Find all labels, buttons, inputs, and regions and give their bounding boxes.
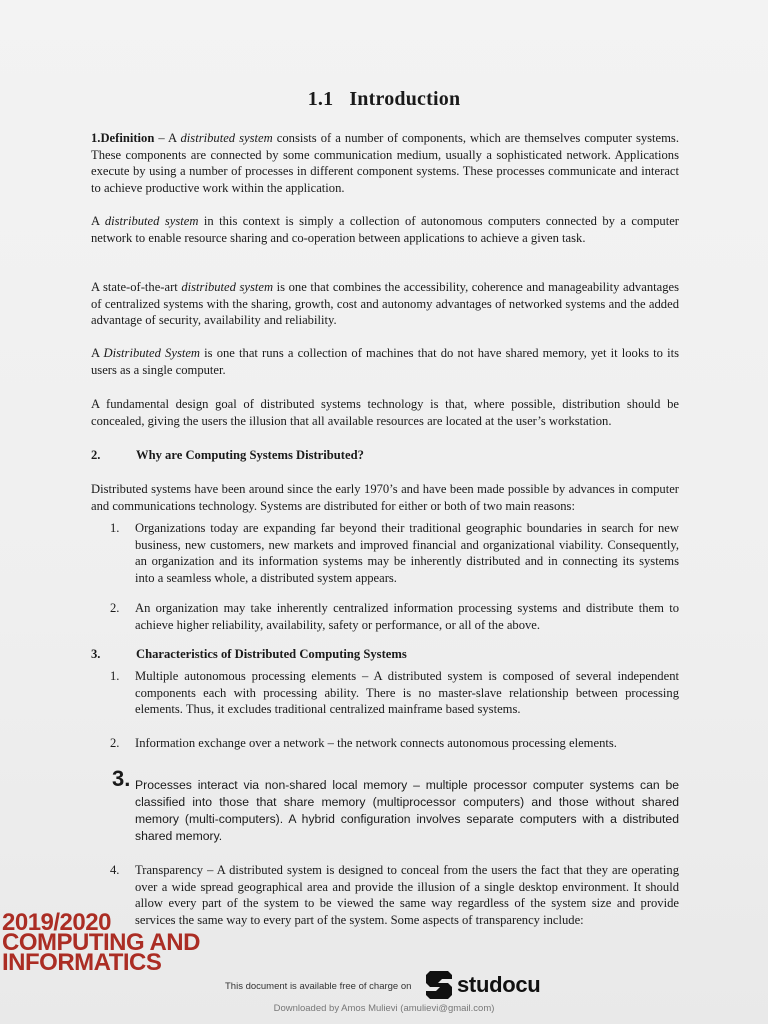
section-3-title: Characteristics of Distributed Computing Systems xyxy=(136,647,407,661)
section-2-heading xyxy=(91,447,364,464)
list-item xyxy=(110,668,679,718)
list-number: 2. xyxy=(110,736,120,750)
definition-paragraph xyxy=(91,130,679,196)
list-item xyxy=(110,600,679,633)
paragraph-4 xyxy=(91,345,679,378)
para3-pre: A state-of-the-art xyxy=(91,280,182,294)
section-2-number: 2. xyxy=(91,448,101,462)
para3-text: is one that combines the accessibility, coherence and manageability advantages of centralized systems with the sharing, growth, cost and autonomy advantages of networked systems and the added advantage of security, availability and reliability. xyxy=(91,280,679,328)
definition-dash: – A xyxy=(154,131,181,145)
section-2-intro: Distributed systems have been around since the early 1970’s and have been made possible by advances in computer and communications technology. Systems are distributed for either or both of two main reasons: xyxy=(91,482,679,513)
paragraph-5: A fundamental design goal of distributed systems technology is that, where possible, distribution should be concealed, giving the users the illusion that all available resources are located at the user’s workstation. xyxy=(91,397,679,428)
title-text: Introduction xyxy=(349,88,461,110)
list-text: Information exchange over a network – the network connects autonomous processing elements. xyxy=(135,736,617,750)
list-text: Processes interact via non-shared local memory – multiple processor computer systems can be classified into those that share memory (multiprocessor computers) and those without shared memory (multi-computers). A hybrid configuration involves separate computers with a distributed shared memory. xyxy=(135,778,679,843)
para4-text: is one that runs a collection of machines that do not have shared memory, yet it looks to its users as a single computer. xyxy=(91,346,679,377)
downloaded-by-note: Downloaded by Amos Mulievi (amulievi@gmail.com) xyxy=(273,1003,495,1014)
watermark-line: INFORMATICS xyxy=(2,949,162,976)
list-text: Organizations today are expanding far beyond their traditional geographic boundaries in search for new business, new customers, new markets and improved financial and organizational viability. Consequently, an organization and its information systems may be inherently distributed and in connecting its systems into a seamless whole, a distributed system appears. xyxy=(135,521,679,585)
list-number: 3. xyxy=(112,766,131,791)
definition-text: consists of a number of components, which are themselves computer systems. These components are connected by some communication medium, usually a sophisticated network. Applications execute by using a number of processes in different component systems. These processes communicate and interact to achieve productive work within the application. xyxy=(91,131,679,195)
para2-text: in this context is simply a collection of autonomous computers connected by a computer network to enable resource sharing and co-operation between applications to achieve a given task. xyxy=(91,214,679,245)
list-number: 1. xyxy=(110,669,120,683)
title-number: 1.1 xyxy=(307,88,334,110)
paragraph-3 xyxy=(91,279,679,329)
page-title xyxy=(0,88,768,111)
definition-lead: 1.Definition xyxy=(91,131,155,145)
watermark-line: 2019/2020 xyxy=(2,909,111,936)
list-item xyxy=(110,520,679,586)
list-number: 4. xyxy=(110,863,120,877)
para2-pre: A xyxy=(91,214,105,228)
para4-pre: A xyxy=(91,346,104,360)
list-text: An organization may take inherently centralized information processing systems and distribute them to achieve higher reliability, availability, safety or performance, or all of the above. xyxy=(135,601,679,632)
section-3-number: 3. xyxy=(91,647,101,661)
list-number: 2. xyxy=(110,601,120,615)
section-2-title: Why are Computing Systems Distributed? xyxy=(136,448,364,462)
definition-term: distributed system xyxy=(180,131,273,145)
para2-term: distributed system xyxy=(104,214,199,228)
list-text: Transparency – A distributed system is designed to conceal from the users the fact that they are operating over a wide spread geographical area and provide the illusion of a single desktop environment. It should allow every part of the system to be viewed the same way regardless of the system size and provide services the same way to every part of the system. Some aspects of transparency include: xyxy=(135,863,679,927)
para3-term: distributed system xyxy=(181,280,274,294)
studocu-logo[interactable] xyxy=(424,969,540,1001)
list-item xyxy=(110,735,679,752)
para4-term: Distributed System xyxy=(103,346,201,360)
list-number: 1. xyxy=(110,521,120,535)
studocu-wordmark: studocu xyxy=(457,972,541,997)
availability-note: This document is available free of charge on xyxy=(225,981,412,992)
watermark-stamp xyxy=(2,909,202,976)
section-3-heading xyxy=(91,646,407,663)
watermark-line: COMPUTING AND xyxy=(2,929,200,956)
list-text: Multiple autonomous processing elements – A distributed system is composed of several independent components each with processing ability. There is no master-slave relationship between processing elements. Thus, it excludes traditional centralized mainframe based systems. xyxy=(135,669,679,717)
paragraph-2 xyxy=(91,213,679,246)
list-item xyxy=(110,766,679,845)
studocu-logo-icon xyxy=(424,969,454,1001)
